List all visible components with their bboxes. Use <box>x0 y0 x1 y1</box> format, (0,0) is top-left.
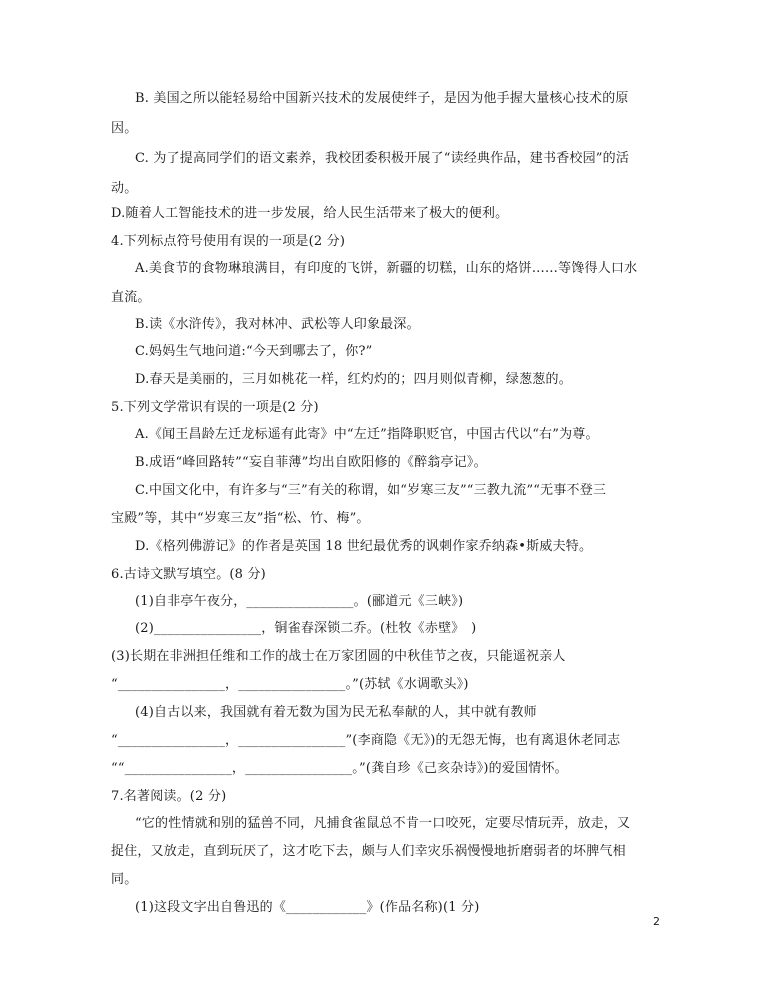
option-b-text: B. 美国之所以能轻易给中国新兴技术的发展使绊子，是因为他手握大量核心技术的原 <box>135 91 629 106</box>
option-c-text-continued: 动。 <box>111 181 138 196</box>
q5-option-b: B.成语“峰回路转”“妄自菲薄”均出自欧阳修的《醉翁亭记》。 <box>135 455 487 470</box>
q7-passage-continued: 捉住，又放走，直到玩厌了，这才吃下去，颇与人们幸灾乐祸慢慢地折磨弱者的坏脾气相 <box>111 844 626 859</box>
question-4-title: 4.下列标点符号使用有误的一项是(2 分) <box>111 234 346 249</box>
q4-option-c: C.妈妈生气地问道:“今天到哪去了，你?” <box>135 344 373 359</box>
q7-passage: “它的性情就和别的猛兽不同，凡捕食雀鼠总不肯一口咬死，定要尽情玩弄，放走，又 <box>135 816 631 831</box>
q6-item-1: (1)自非亭午夜分，________________。(郦道元《三峡》) <box>135 594 464 609</box>
q4-option-b: B.读《水浒传》，我对林冲、武松等人印象最深。 <box>135 317 420 332</box>
q6-item-4: (4)自古以来，我国就有着无数为国为民无私奉献的人，其中就有教师 <box>135 705 537 720</box>
option-c-text: C. 为了提高同学们的语文素养，我校团委积极开展了“读经典作品，建书香校园”的活 <box>135 151 630 166</box>
q6-item-3-blanks: “________________，________________。”(苏轼《水调歌头》) <box>111 677 469 692</box>
q7-item-1: (1)这段文字出自鲁迅的《____________》(作品名称)(1 分) <box>135 900 480 915</box>
q4-option-a-continued: 直流。 <box>111 290 151 305</box>
q4-option-d: D.春天是美丽的，三月如桃花一样，红灼灼的；四月则似青柳，绿葱葱的。 <box>135 372 572 387</box>
q6-item-3: (3)长期在非洲担任维和工作的战士在万家团圆的中秋佳节之夜，只能遥祝亲人 <box>111 649 566 664</box>
q5-option-c: C.中国文化中，有许多与“三”有关的称谓，如“岁寒三友”“三教九流”“无事不登三 <box>135 483 607 498</box>
option-b-text-continued: 因。 <box>111 121 138 136</box>
question-6-title: 6.古诗文默写填空。(8 分) <box>111 567 266 582</box>
q6-item-2: (2)________________，铜雀春深锁二乔。(杜牧《赤壁》 ) <box>135 621 477 636</box>
q6-item-4-blanks-continued: ““________________，________________。”(龚自珍《己亥杂诗》)的爱国情怀。 <box>111 761 568 776</box>
q5-option-a: A.《闻王昌龄左迁龙标遥有此寄》中“左迁”指降职贬官，中国古代以“右”为尊。 <box>135 427 599 442</box>
q5-option-d: D.《格列佛游记》的作者是英国 18 世纪最优秀的讽刺作家乔纳森•斯威夫特。 <box>135 539 593 554</box>
q4-option-a: A.美食节的食物琳琅满目，有印度的飞饼，新疆的切糕，山东的烙饼……等馋得人口水 <box>135 261 638 276</box>
question-5-title: 5.下列文学常识有误的一项是(2 分) <box>111 400 319 415</box>
question-7-title: 7.名著阅读。(2 分) <box>111 789 227 804</box>
page-number: 2 <box>653 915 660 928</box>
q7-passage-end: 同。 <box>111 872 138 887</box>
q6-item-4-blanks: “________________，________________”(李商隐《无》)的无怨无悔，也有离退休老同志 <box>111 733 621 748</box>
q5-option-c-continued: 宝殿”等，其中“岁寒三友”指“松、竹、梅”。 <box>111 511 370 526</box>
option-d-text: D.随着人工智能技术的进一步发展，给人民生活带来了极大的便利。 <box>111 206 509 221</box>
